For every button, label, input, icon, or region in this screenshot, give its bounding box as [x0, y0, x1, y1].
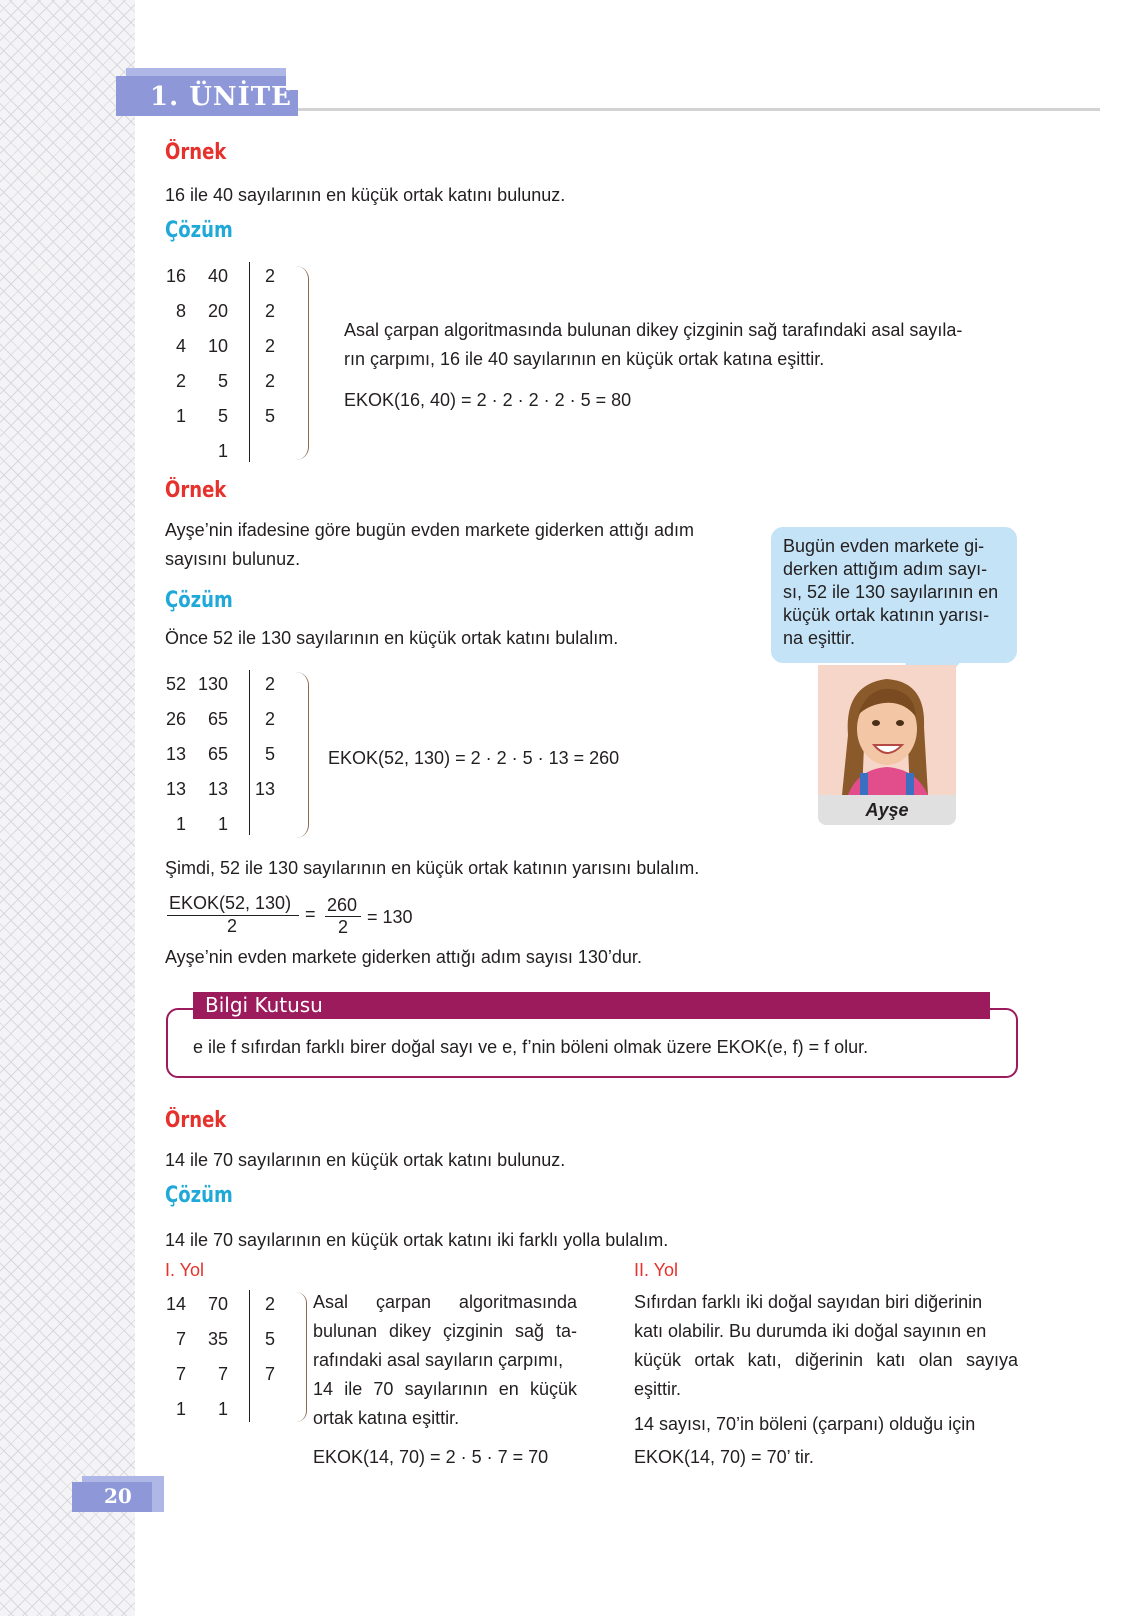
method-2-result: EKOK(14, 70) = 70’ tir.: [634, 1447, 814, 1467]
explanation-line-2: rın çarpımı, 16 ile 40 sayılarının en küçük ortak katına eşittir.: [344, 349, 825, 369]
method-2-line: 14 sayısı, 70’in böleni (çarpanı) olduğu için: [634, 1414, 976, 1434]
fraction-numerator: EKOK(52, 130): [169, 893, 292, 913]
example-question-line-2: sayısını bulunuz.: [165, 549, 301, 569]
explanation-line-1: Asal çarpan algoritmasında bulunan dikey çizginin sağ tarafındaki asal sayıla-: [344, 320, 963, 340]
speech-bubble: Bugün evden markete gi- derken attığım adım sayı- sı, 52 ile 130 sayılarının en küçük ortak katının yarısı- na eşittir.: [771, 527, 1017, 663]
solution-heading: Çözüm: [165, 218, 233, 243]
method-1-explanation: Asal çarpan algoritmasında bulunan dikey çizginin sağ ta- rafındaki asal sayıların çarpımı, 14 ile 70 sayılarının en küçük ortak katına eşittir.: [313, 1292, 577, 1428]
method-1-title: I. Yol: [165, 1260, 205, 1280]
brace: [296, 266, 309, 460]
example-question: 16 ile 40 sayılarının en küçük ortak katını bulunuz.: [165, 185, 566, 205]
background-lattice: [0, 0, 135, 1616]
factor-table: 14 70 2 7 35 5 7 7 7 1 1: [150, 1290, 300, 1430]
example-question-line-1: Ayşe’nin ifadesine göre bugün evden markete giderken attığı adım: [165, 520, 695, 540]
solution-heading: Çözüm: [165, 588, 233, 613]
brace: [296, 672, 309, 838]
person-name: Ayşe: [818, 795, 956, 825]
solution-heading: Çözüm: [165, 1183, 233, 1208]
half-text: Şimdi, 52 ile 130 sayılarının en küçük ortak katının yarısını bulalım.: [165, 858, 700, 878]
page-number-badge: [72, 1476, 164, 1512]
example-question: 14 ile 70 sayılarının en küçük ortak katını bulunuz.: [165, 1150, 566, 1170]
example-heading: Örnek: [165, 478, 227, 503]
info-box-title: Bilgi Kutusu: [205, 993, 323, 1017]
example-heading: Örnek: [165, 140, 227, 165]
fraction-numerator: 260: [327, 895, 358, 915]
factor-table: 52 130 2 26 65 2 13 65 5 13 13 13 1 1: [150, 670, 300, 845]
fraction-denominator: 2: [338, 917, 349, 937]
solution-intro: Önce 52 ile 130 sayılarının en küçük ortak katını bulalım.: [165, 628, 619, 648]
info-box-header: [193, 992, 990, 1019]
factor-table: 16 40 2 8 20 2 4 10 2 2 5 2 1 5 5 1: [150, 262, 300, 472]
example-heading: Örnek: [165, 1108, 227, 1133]
ekok-result: EKOK(16, 40) = 2 · 2 · 2 · 2 · 5 = 80: [344, 390, 632, 410]
fraction-expression: EKOK(52, 130) 2 = 260 2 = 130: [169, 893, 413, 937]
header-rule: [298, 108, 1100, 111]
info-box-text: e ile f sıfırdan farklı birer doğal sayı ve e, f’nin böleni olmak üzere EKOK(e, f) = f olur.: [193, 1037, 869, 1057]
method-1-result: EKOK(14, 70) = 2 · 5 · 7 = 70: [313, 1447, 549, 1467]
unit-title: 1. ÜNİTE: [150, 82, 292, 112]
ekok-result: EKOK(52, 130) = 2 · 2 · 5 · 13 = 260: [328, 748, 620, 768]
fraction-denominator: 2: [227, 916, 238, 936]
solution-intro: 14 ile 70 sayılarının en küçük ortak katını iki farklı yolla bulalım.: [165, 1230, 669, 1250]
brace: [296, 1292, 307, 1422]
unit-header: [100, 68, 298, 116]
conclusion: Ayşe’nin evden markete giderken attığı adım sayısı 130’dur.: [165, 947, 642, 967]
girl-photo: [818, 665, 956, 795]
method-2-explanation: Sıfırdan farklı iki doğal sayıdan biri diğerinin katı olabilir. Bu durumda iki doğal sayının en küçük ortak katı, diğerinin katı olan sayıya eşittir.: [634, 1292, 1018, 1399]
method-2-title: II. Yol: [634, 1260, 679, 1280]
page-number: 20: [104, 1484, 132, 1508]
